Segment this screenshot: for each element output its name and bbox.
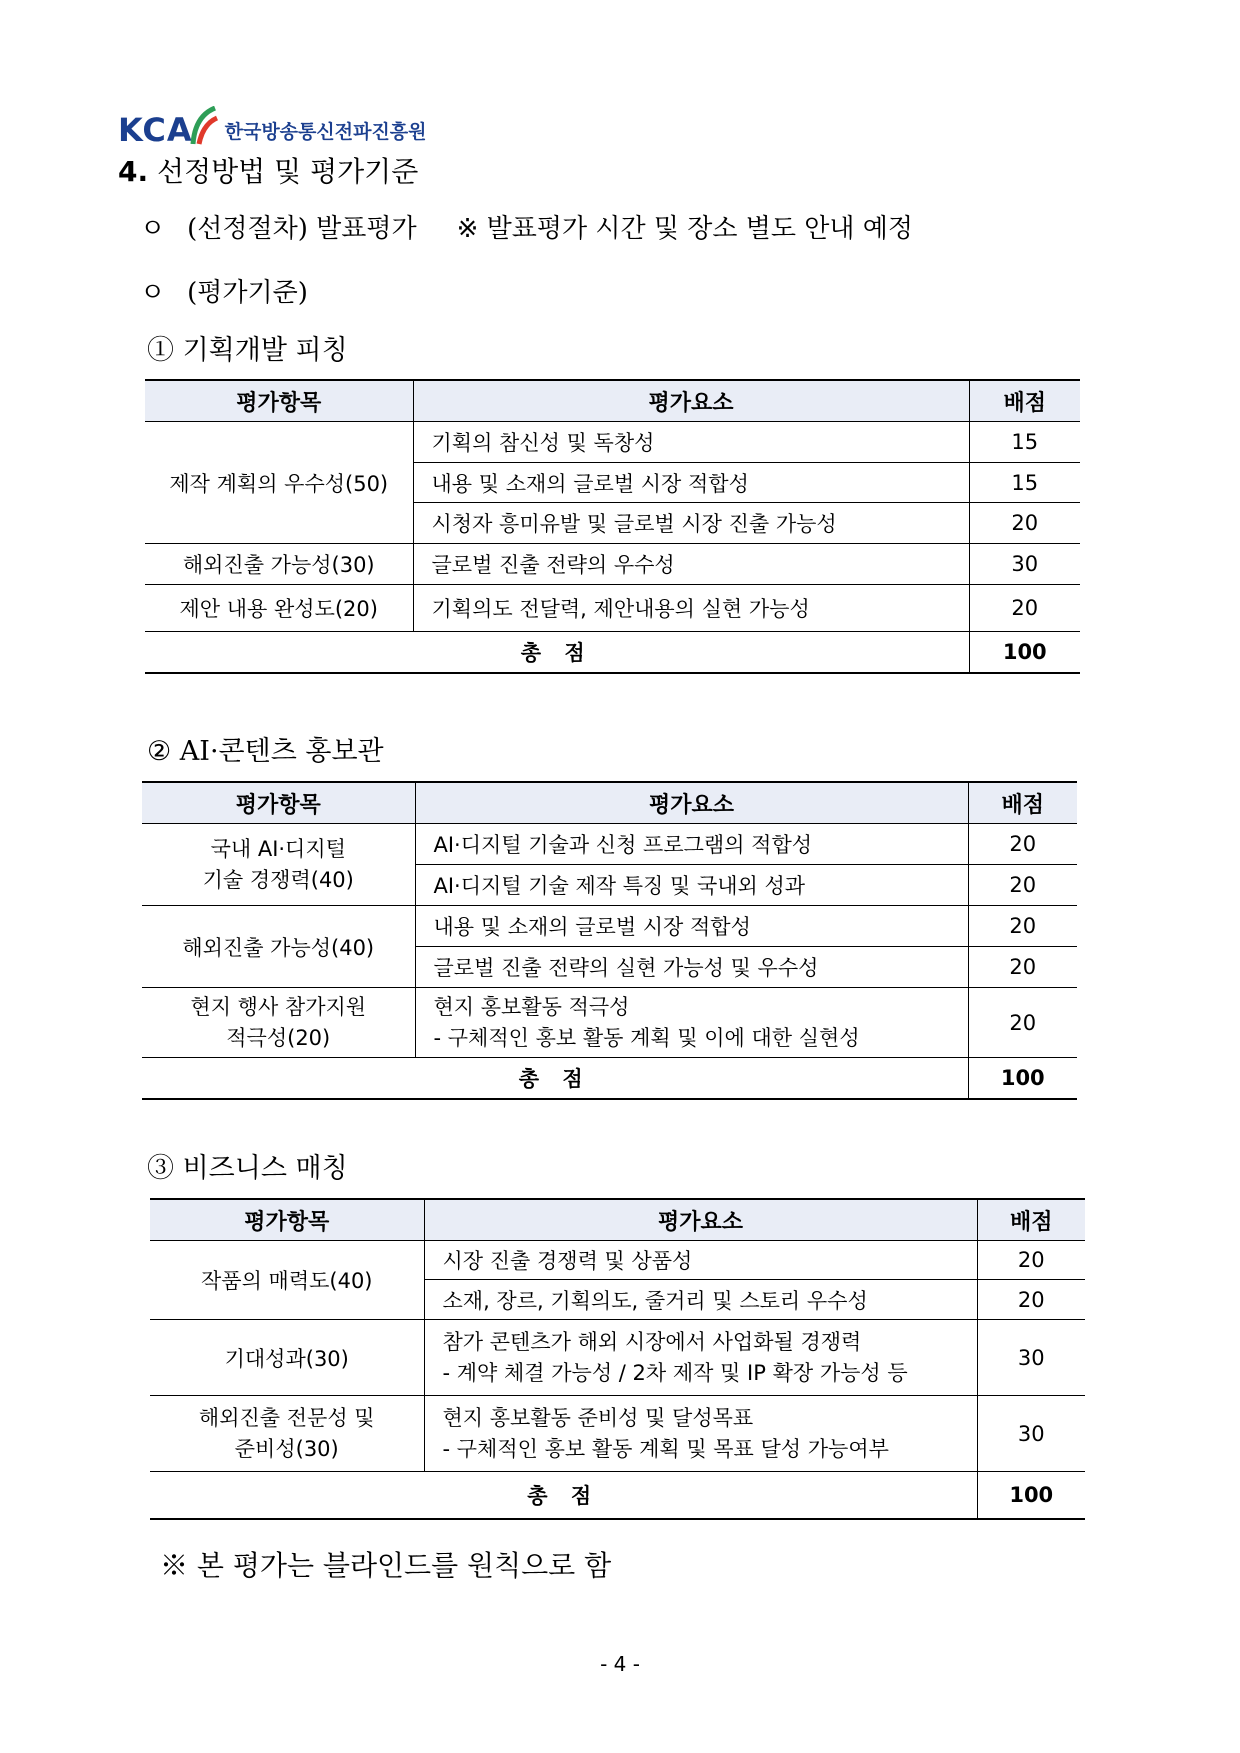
criteria-label: (평가기준) (187, 278, 308, 308)
score-cell: 15 (969, 463, 1080, 503)
item-line: 국내 AI·디지털 (210, 837, 346, 862)
element-main: 현지 홍보활동 준비성 및 달성목표 (442, 1406, 754, 1431)
element-cell (424, 1320, 977, 1396)
criteria-line (140, 272, 308, 309)
item-cell (150, 1396, 424, 1472)
table-row (145, 585, 1080, 632)
score-cell: 20 (968, 865, 1077, 906)
element-cell: 시장 진출 경쟁력 및 상품성 (424, 1241, 977, 1280)
score-cell: 20 (969, 503, 1080, 544)
section-title (118, 150, 418, 190)
table-1-title: ① 기획개발 피칭 (147, 335, 348, 366)
score-cell: 20 (969, 585, 1080, 632)
score-cell: 20 (968, 947, 1077, 988)
score-cell: 20 (968, 906, 1077, 947)
element-main: 현지 홍보활동 적극성 (433, 995, 630, 1020)
table-row (145, 422, 1080, 463)
total-row (150, 1472, 1085, 1519)
element-cell (424, 1396, 977, 1472)
section-number: 4. (118, 155, 149, 188)
score-cell: 30 (969, 544, 1080, 585)
table-row (142, 824, 1077, 865)
table-3-title: ③ 비즈니스 매칭 (147, 1153, 348, 1184)
total-row (145, 632, 1080, 673)
element-sub: - 구체적인 홍보 활동 계획 및 목표 달성 가능여부 (442, 1436, 889, 1461)
score-cell: 20 (977, 1241, 1085, 1280)
total-label: 총 점 (145, 632, 969, 673)
score-cell: 20 (968, 988, 1077, 1058)
element-cell: 기획의 참신성 및 독창성 (413, 422, 969, 463)
score-cell: 20 (977, 1280, 1085, 1320)
procedure-line (140, 208, 913, 245)
evaluation-table-1 (145, 379, 1080, 674)
item-line: 해외진출 전문성 및 (198, 1406, 375, 1431)
element-cell: 글로벌 진출 전략의 실현 가능성 및 우수성 (415, 947, 968, 988)
item-cell: 제작 계획의 우수성(50) (145, 422, 413, 544)
element-cell: 기획의도 전달력, 제안내용의 실현 가능성 (413, 585, 969, 632)
item-line: 현지 행사 참가지원 (190, 995, 367, 1020)
header-score: 배점 (969, 380, 1080, 422)
header-item: 평가항목 (145, 380, 413, 422)
header-item: 평가항목 (150, 1199, 424, 1241)
header-element: 평가요소 (415, 782, 968, 824)
item-line: 기술 경쟁력(40) (202, 867, 354, 892)
element-cell: 글로벌 진출 전략의 우수성 (413, 544, 969, 585)
evaluation-table-2 (142, 781, 1077, 1100)
element-sub: - 계약 체결 가능성 / 2차 제작 및 IP 확장 가능성 등 (442, 1360, 908, 1385)
score-cell: 15 (969, 422, 1080, 463)
element-cell: 소재, 장르, 기획의도, 줄거리 및 스토리 우수성 (424, 1280, 977, 1320)
header-score: 배점 (977, 1199, 1085, 1241)
section-title-text: 선정방법 및 평가기준 (157, 155, 419, 188)
bullet: ㅇ (140, 214, 166, 244)
logo-arc-icon (189, 106, 219, 146)
element-cell: 시청자 흥미유발 및 글로벌 시장 진출 가능성 (413, 503, 969, 544)
table-header-row (142, 782, 1077, 824)
item-cell: 해외진출 가능성(30) (145, 544, 413, 585)
element-cell: 내용 및 소재의 글로벌 시장 적합성 (415, 906, 968, 947)
total-row (142, 1058, 1077, 1099)
item-line: 준비성(30) (234, 1436, 339, 1461)
table-row (150, 1396, 1085, 1472)
score-cell: 30 (977, 1320, 1085, 1396)
table-header-row (150, 1199, 1085, 1241)
table-2-title: ② AI·콘텐츠 홍보관 (147, 736, 384, 767)
org-name: 한국방송통신전파진흥원 (224, 121, 427, 143)
score-cell: 30 (977, 1396, 1085, 1472)
item-line: 적극성(20) (226, 1025, 331, 1050)
item-cell (142, 988, 415, 1058)
table-row (150, 1320, 1085, 1396)
element-main: 참가 콘텐츠가 해외 시장에서 사업화될 경쟁력 (442, 1330, 862, 1355)
total-score: 100 (969, 632, 1080, 673)
blind-evaluation-note: ※ 본 평가는 블라인드를 원칙으로 함 (160, 1549, 612, 1582)
item-cell: 제안 내용 완성도(20) (145, 585, 413, 632)
element-sub: - 구체적인 홍보 활동 계획 및 이에 대한 실현성 (433, 1025, 860, 1050)
table-header-row (145, 380, 1080, 422)
item-cell: 작품의 매력도(40) (150, 1241, 424, 1320)
header-element: 평가요소 (424, 1199, 977, 1241)
procedure-note: ※ 발표평가 시간 및 장소 별도 안내 예정 (456, 214, 913, 244)
table-row (142, 988, 1077, 1058)
element-cell: 내용 및 소재의 글로벌 시장 적합성 (413, 463, 969, 503)
element-cell: AI·디지털 기술과 신청 프로그램의 적합성 (415, 824, 968, 865)
procedure-label: (선정절차) 발표평가 (187, 214, 417, 244)
table-row (145, 544, 1080, 585)
element-cell (415, 988, 968, 1058)
total-label: 총 점 (142, 1058, 968, 1099)
table-row (150, 1241, 1085, 1280)
score-cell: 20 (968, 824, 1077, 865)
evaluation-table-3 (150, 1198, 1085, 1520)
element-cell: AI·디지털 기술 제작 특징 및 국내외 성과 (415, 865, 968, 906)
item-cell: 기대성과(30) (150, 1320, 424, 1396)
logo-text: KCA (118, 111, 193, 149)
kca-logo (118, 92, 427, 149)
total-score: 100 (968, 1058, 1077, 1099)
table-row (142, 906, 1077, 947)
item-cell: 해외진출 가능성(40) (142, 906, 415, 988)
page-number: - 4 - (600, 1652, 640, 1676)
header-score: 배점 (968, 782, 1077, 824)
item-cell (142, 824, 415, 906)
header-element: 평가요소 (413, 380, 969, 422)
bullet: ㅇ (140, 278, 166, 308)
header-item: 평가항목 (142, 782, 415, 824)
total-score: 100 (977, 1472, 1085, 1519)
total-label: 총 점 (150, 1472, 977, 1519)
